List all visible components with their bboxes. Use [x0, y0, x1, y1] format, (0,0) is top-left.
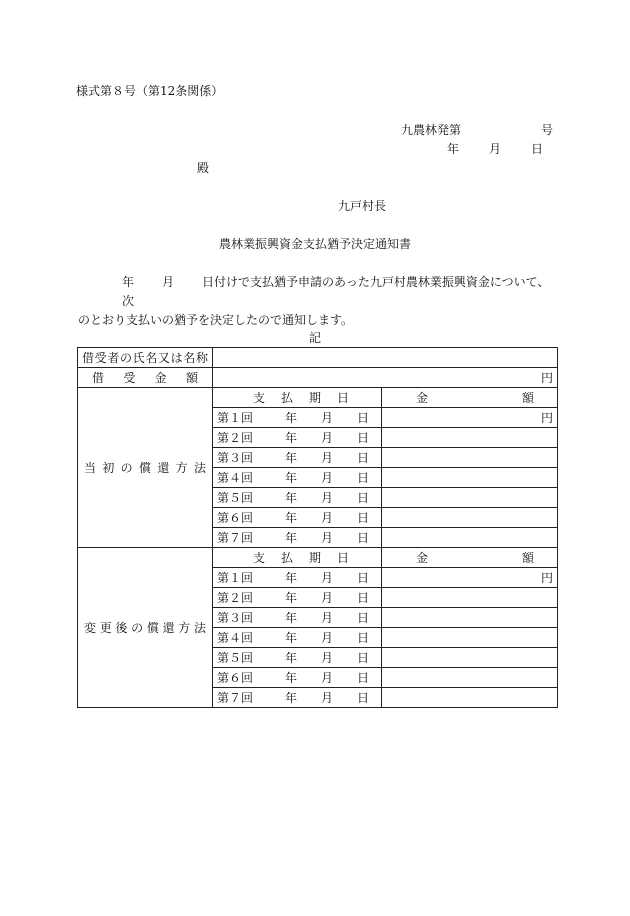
installment-year: 年 [284, 410, 297, 425]
installment-number: 第６回 [217, 670, 254, 685]
original-header-row [78, 388, 558, 408]
installment-month: 月 [320, 690, 333, 705]
document-date [447, 141, 543, 157]
changed-installment-amount[interactable] [382, 588, 558, 608]
loan-amount-label: 借受金額 [78, 368, 213, 388]
installment-day: 日 [356, 470, 369, 485]
changed-installment-date[interactable] [213, 608, 382, 628]
installment-year: 年 [284, 630, 297, 645]
original-installment-date[interactable] [213, 408, 382, 428]
changed-yen-unit: 円 [540, 570, 553, 585]
borrower-value[interactable] [213, 348, 558, 368]
body-line2: のとおり支払いの猶予を決定したので通知します。 [78, 313, 354, 327]
body-year: 年 [122, 275, 135, 289]
installment-month: 月 [320, 570, 333, 585]
installment-year: 年 [284, 570, 297, 585]
installment-day: 日 [356, 570, 369, 585]
installment-month: 月 [320, 610, 333, 625]
installment-month: 月 [320, 510, 333, 525]
loan-amount-row [78, 368, 558, 388]
installment-number: 第３回 [217, 610, 254, 625]
original-installment-amount[interactable] [382, 468, 558, 488]
installment-number: 第５回 [217, 490, 254, 505]
doc-number-suffix: 号 [541, 123, 554, 137]
addressee-suffix: 殿 [197, 161, 210, 175]
installment-number: 第７回 [217, 530, 254, 545]
installment-day: 日 [356, 590, 369, 605]
installment-month: 月 [320, 470, 333, 485]
changed-schedule-header: 支払期日 [213, 548, 382, 568]
doc-number-prefix: 九農林発第 [401, 123, 462, 137]
form-table [77, 347, 558, 708]
installment-year: 年 [284, 470, 297, 485]
installment-day: 日 [356, 650, 369, 665]
installment-year: 年 [284, 690, 297, 705]
body-text [78, 273, 558, 330]
changed-installment-date[interactable] [213, 628, 382, 648]
installment-year: 年 [284, 670, 297, 685]
ki-heading: 記 [308, 331, 321, 345]
original-installment-date[interactable] [213, 428, 382, 448]
installment-number: 第７回 [217, 690, 254, 705]
original-installment-date[interactable] [213, 508, 382, 528]
installment-number: 第２回 [217, 430, 254, 445]
installment-month: 月 [320, 530, 333, 545]
installment-day: 日 [356, 510, 369, 525]
installment-number: 第２回 [217, 590, 254, 605]
installment-number: 第４回 [217, 630, 254, 645]
changed-method-label: 変更後の償還方法 [78, 548, 213, 708]
installment-year: 年 [284, 530, 297, 545]
changed-amount-header: 金額 [382, 548, 558, 568]
original-installment-amount[interactable] [382, 508, 558, 528]
original-schedule-header: 支払期日 [213, 388, 382, 408]
installment-month: 月 [320, 630, 333, 645]
installment-day: 日 [356, 450, 369, 465]
doc-date-month: 月 [489, 142, 502, 156]
installment-day: 日 [356, 430, 369, 445]
changed-installment-amount[interactable] [382, 628, 558, 648]
original-method-label: 当初の償還方法 [78, 388, 213, 548]
installment-number: 第４回 [217, 470, 254, 485]
installment-number: 第５回 [217, 650, 254, 665]
loan-amount-value[interactable] [213, 368, 558, 388]
installment-year: 年 [284, 650, 297, 665]
installment-number: 第６回 [217, 510, 254, 525]
changed-header-row [78, 548, 558, 568]
document-number [401, 122, 553, 138]
document-title: 農林業振興資金支払猶予決定通知書 [218, 237, 411, 251]
doc-date-day: 日 [531, 142, 544, 156]
installment-year: 年 [284, 490, 297, 505]
installment-month: 月 [320, 450, 333, 465]
original-installment-date[interactable] [213, 488, 382, 508]
installment-year: 年 [284, 450, 297, 465]
installment-month: 月 [320, 590, 333, 605]
installment-year: 年 [284, 510, 297, 525]
original-installment-amount[interactable] [382, 448, 558, 468]
changed-installment-date[interactable] [213, 668, 382, 688]
installment-day: 日 [356, 670, 369, 685]
changed-installment-amount[interactable] [382, 648, 558, 668]
installment-day: 日 [356, 690, 369, 705]
changed-installment-date[interactable] [213, 588, 382, 608]
changed-installment-amount[interactable] [382, 608, 558, 628]
original-installment-amount[interactable] [382, 428, 558, 448]
form-number: 様式第８号（第12条関係） [76, 84, 224, 98]
body-month: 月 [162, 275, 175, 289]
installment-month: 月 [320, 670, 333, 685]
changed-installment-date[interactable] [213, 648, 382, 668]
installment-number: 第３回 [217, 450, 254, 465]
changed-installment-amount[interactable] [382, 568, 558, 588]
installment-year: 年 [284, 610, 297, 625]
changed-installment-date[interactable] [213, 688, 382, 708]
changed-installment-amount[interactable] [382, 688, 558, 708]
doc-date-year: 年 [447, 142, 460, 156]
original-installment-date[interactable] [213, 448, 382, 468]
installment-day: 日 [356, 630, 369, 645]
installment-day: 日 [356, 610, 369, 625]
original-installment-amount[interactable] [382, 488, 558, 508]
sender: 九戸村長 [338, 199, 387, 213]
borrower-row [78, 348, 558, 368]
original-installment-date[interactable] [213, 468, 382, 488]
changed-installment-date[interactable] [213, 568, 382, 588]
original-installment-amount[interactable] [382, 528, 558, 548]
installment-month: 月 [320, 490, 333, 505]
borrower-label: 借受者の氏名又は名称 [78, 348, 213, 368]
original-yen-unit: 円 [540, 410, 553, 425]
installment-year: 年 [284, 430, 297, 445]
changed-installment-amount[interactable] [382, 668, 558, 688]
body-line1-rest: 日付けで支払猶予申請のあった九戸村農林業振興資金について、次 [122, 275, 550, 308]
installment-day: 日 [356, 410, 369, 425]
installment-year: 年 [284, 590, 297, 605]
installment-month: 月 [320, 650, 333, 665]
installment-month: 月 [320, 410, 333, 425]
installment-day: 日 [356, 530, 369, 545]
installment-number: 第１回 [217, 570, 254, 585]
installment-month: 月 [320, 430, 333, 445]
installment-number: 第１回 [217, 410, 254, 425]
installment-day: 日 [356, 490, 369, 505]
original-installment-amount[interactable] [382, 408, 558, 428]
original-installment-date[interactable] [213, 528, 382, 548]
original-amount-header: 金額 [382, 388, 558, 408]
loan-amount-yen: 円 [540, 370, 553, 385]
